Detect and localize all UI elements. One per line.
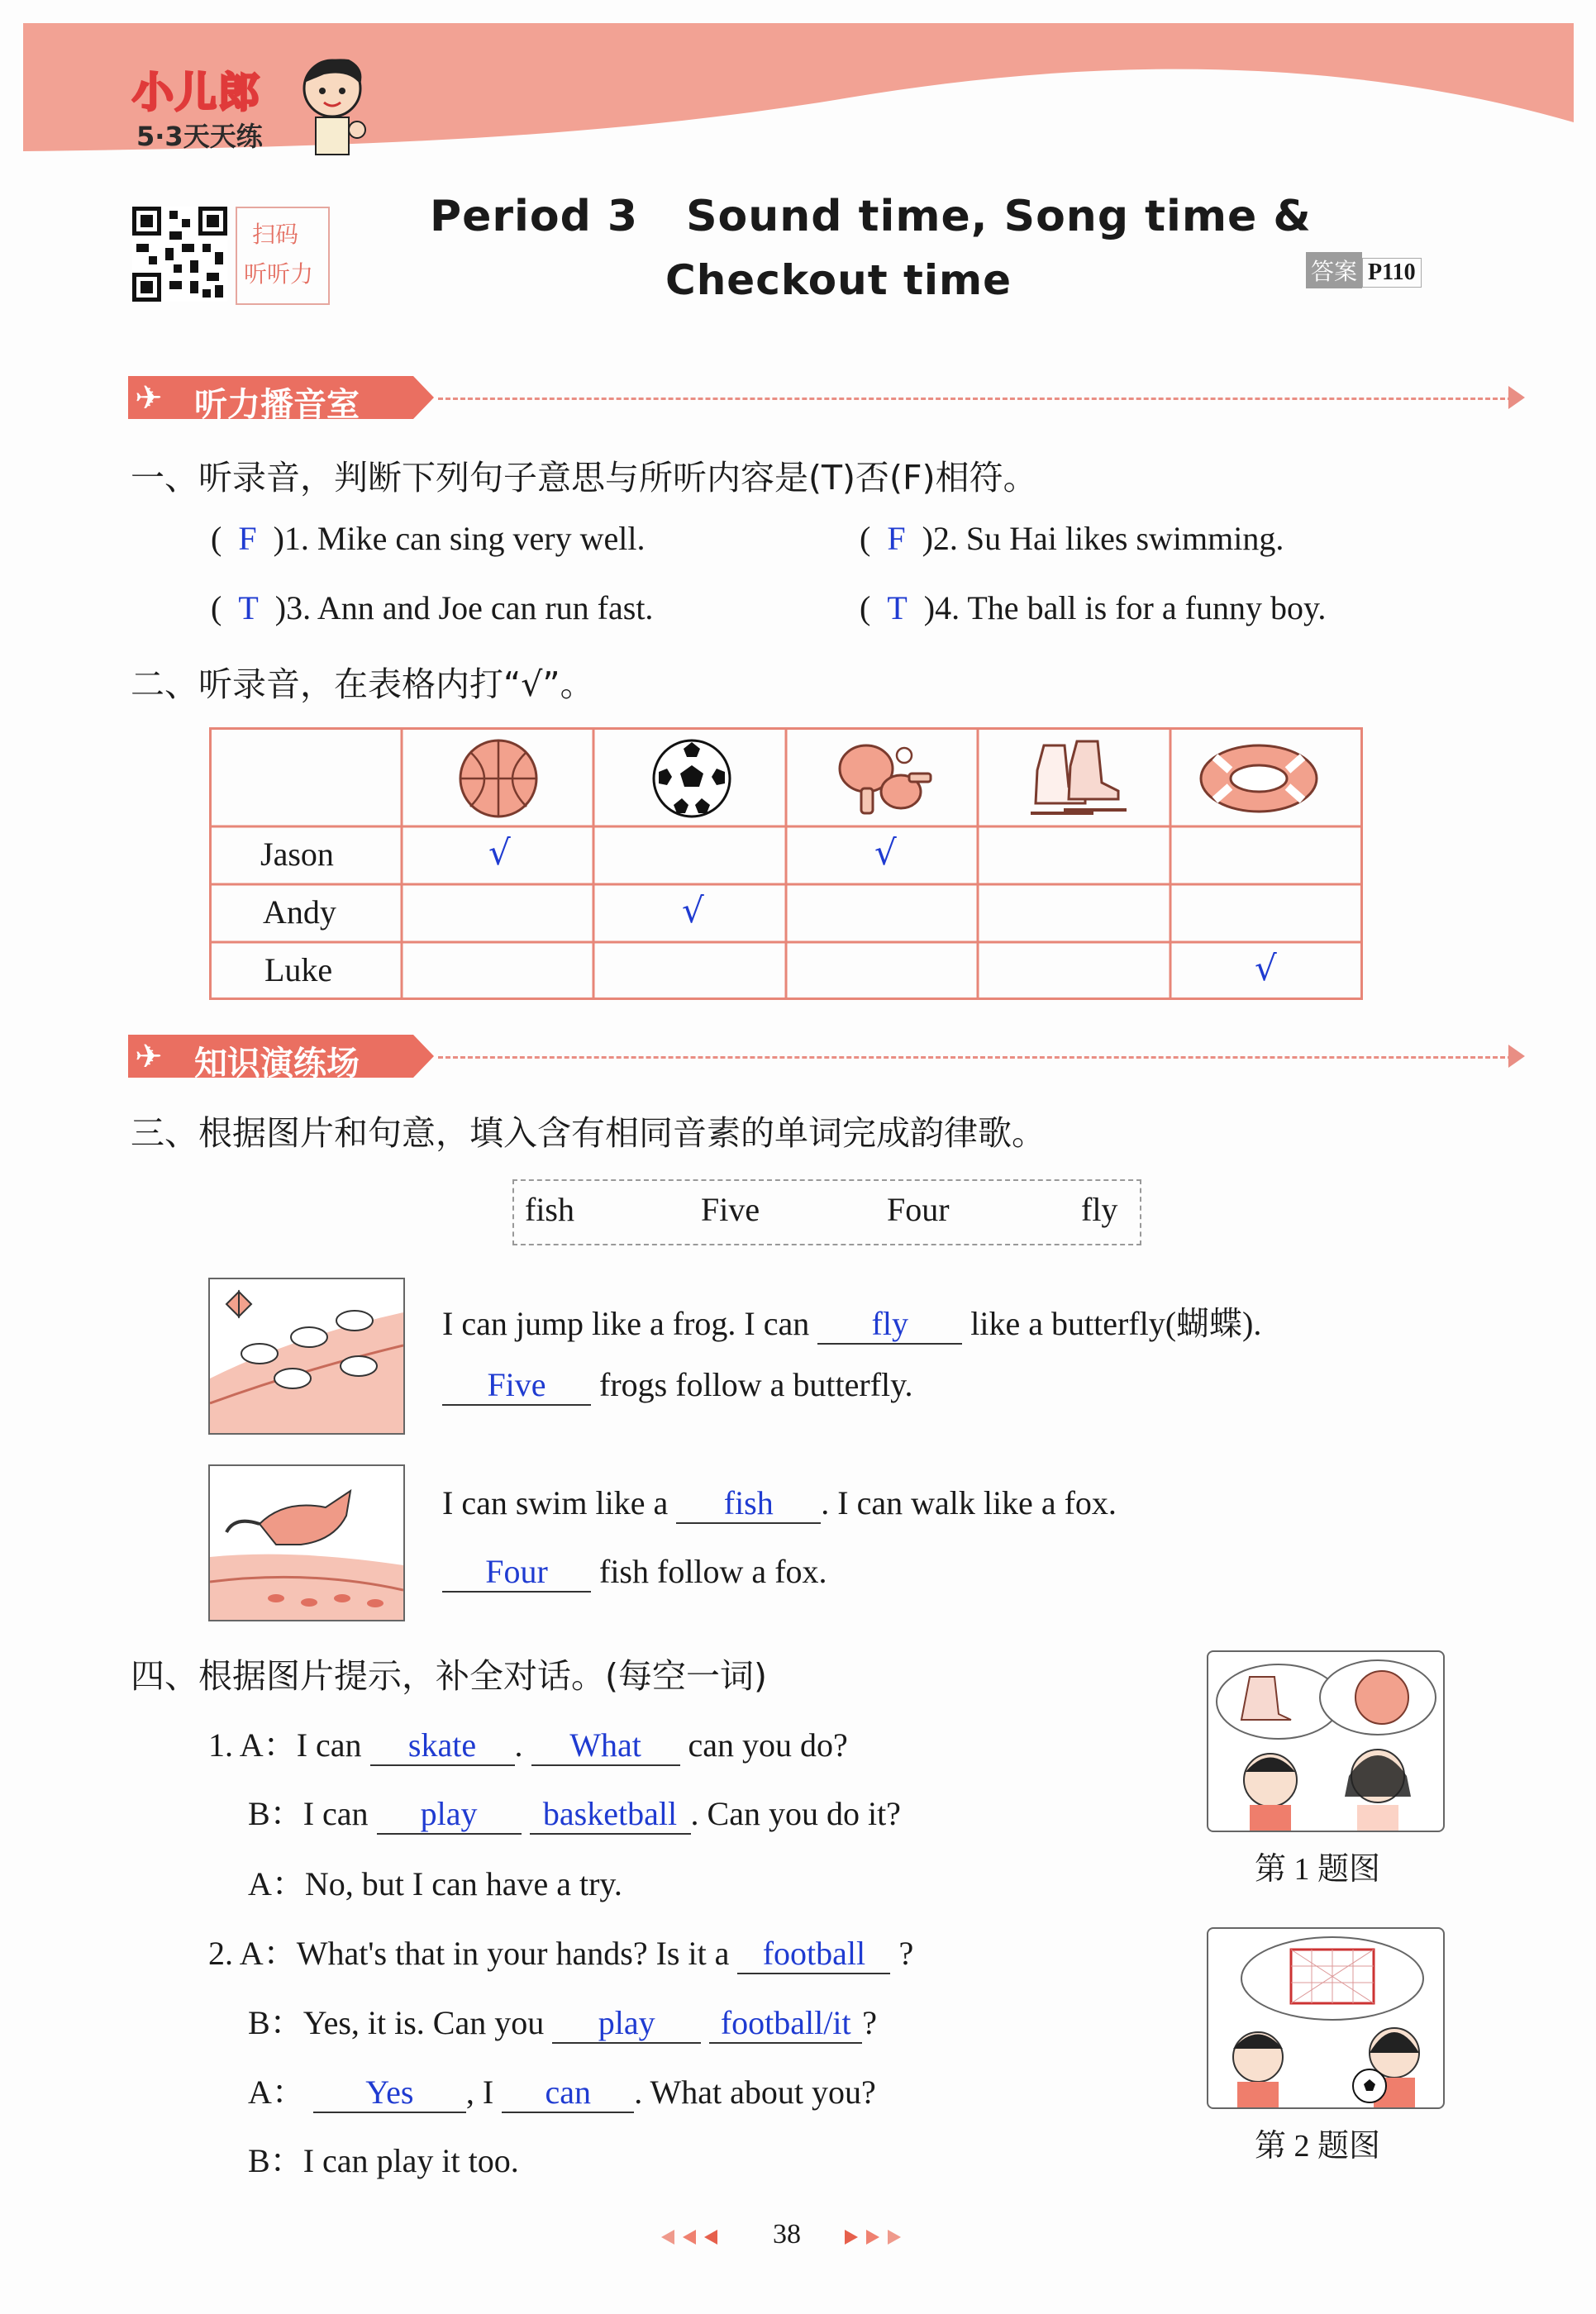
page-next-arrows-icon: [843, 2225, 917, 2250]
banner-title: 知识演练场: [194, 1045, 360, 1083]
q1-answer-3[interactable]: T: [238, 589, 259, 626]
lesson-title-line1: Sound time, Song time &: [686, 192, 1312, 241]
brand-logo: 小儿郎: [132, 69, 261, 117]
question-2-heading: 二、听录音，在表格内打“√”。: [131, 664, 594, 704]
answer-blank[interactable]: can: [502, 2073, 634, 2113]
arrow-right-icon: [1508, 386, 1525, 409]
mascot-boy-icon: [291, 51, 374, 159]
lesson-period: Period 3: [430, 192, 639, 241]
answer-reference: [1306, 252, 1422, 285]
question-3-heading: 三、根据图片和句意，填入含有相同音素的单词完成韵律歌。: [131, 1113, 1046, 1153]
picture-2-football: [1207, 1927, 1445, 2109]
ping-pong-icon: [833, 737, 932, 823]
basketball-icon: [455, 736, 541, 821]
word-bank-item: fly: [1081, 1191, 1118, 1228]
dialogue-1-a2: A：No, but I can have a try.: [248, 1865, 622, 1902]
frogs-butterfly-picture: [208, 1278, 405, 1435]
sports-tick-table: [209, 727, 1363, 1000]
question-4-heading: 四、根据图片提示，补全对话。(每空一词): [131, 1656, 767, 1696]
rhyme-1-line-2: Five frogs follow a butterfly.: [442, 1365, 913, 1406]
scan-label: 扫码: [252, 221, 299, 248]
brand-subtitle: 5·3天天练: [136, 121, 263, 152]
q1-item-4: ( T )4. The ball is for a funny boy.: [860, 589, 1327, 626]
word-bank-box: [512, 1179, 1141, 1245]
table-grid-lines: [209, 727, 1363, 1000]
dialogue-2-b2: B：I can play it too.: [248, 2142, 519, 2179]
tick-jason-basketball[interactable]: √: [488, 832, 511, 873]
dialogue-2-a2: A： Yes , I can . What about you?: [248, 2066, 876, 2113]
page-prev-arrows-icon: [661, 2225, 736, 2250]
arrow-right-icon: [1508, 1045, 1525, 1068]
tick-luke-swimming[interactable]: √: [1255, 948, 1277, 988]
row-name-andy: Andy: [263, 893, 336, 931]
answer-blank[interactable]: Yes: [313, 2073, 466, 2113]
answer-blank[interactable]: Four: [442, 1552, 591, 1593]
answer-label: 答案: [1306, 252, 1362, 288]
q1-answer-2[interactable]: F: [887, 520, 906, 557]
answer-blank[interactable]: football/it: [709, 2003, 862, 2044]
dialogue-2-b: B：Yes, it is. Can you play football/it ?: [248, 1997, 877, 2044]
word-bank-item: fish: [525, 1191, 574, 1228]
word-bank-item: Five: [701, 1191, 760, 1228]
answer-blank[interactable]: fly: [817, 1304, 962, 1345]
answer-blank[interactable]: play: [377, 1794, 522, 1835]
svg-text:✈: ✈: [135, 379, 163, 417]
q1-item-3: ( T )3. Ann and Joe can run fast.: [211, 589, 654, 626]
picture-1-skate-basketball: [1207, 1650, 1445, 1832]
picture-1-caption: 第 1 题图: [1255, 1852, 1381, 1887]
rhyme-2-line-1: I can swim like a fish . I can walk like a fox.: [442, 1483, 1117, 1524]
qr-code-icon[interactable]: [132, 207, 227, 302]
answer-blank[interactable]: play: [552, 2003, 701, 2044]
banner-divider: [438, 1056, 1513, 1059]
word-bank-item: Four: [887, 1191, 950, 1228]
picture-2-caption: 第 2 题图: [1255, 2129, 1381, 2164]
ice-skates-icon: [1019, 737, 1135, 820]
answer-blank[interactable]: skate: [370, 1726, 515, 1766]
answer-blank[interactable]: What: [531, 1726, 680, 1766]
rhyme-1-line-1: I can jump like a frog. I can fly like a butterfly(蝴蝶).: [442, 1297, 1261, 1345]
tick-jason-pingpong[interactable]: √: [874, 832, 897, 873]
answer-blank[interactable]: fish: [676, 1483, 821, 1524]
answer-blank[interactable]: Five: [442, 1365, 591, 1406]
lesson-title-line2: Checkout time: [665, 256, 1012, 304]
swim-ring-icon: [1197, 739, 1321, 818]
q1-item-1: ( F )1. Mike can sing very well.: [211, 520, 646, 557]
tick-andy-football[interactable]: √: [682, 890, 704, 931]
page-number: 38: [773, 2219, 801, 2250]
football-icon: [649, 736, 735, 821]
q1-answer-4[interactable]: T: [887, 589, 908, 626]
answer-blank[interactable]: basketball: [530, 1794, 691, 1835]
section-banner-practice: [128, 1035, 1533, 1083]
rhyme-2-line-2: Four fish follow a fox.: [442, 1552, 827, 1593]
lesson-title: [430, 192, 1312, 241]
banner-divider: [438, 398, 1513, 400]
answer-blank[interactable]: football: [737, 1934, 890, 1974]
question-1-heading: 一、听录音，判断下列句子意思与所听内容是(T)否(F)相符。: [131, 458, 1037, 498]
row-name-jason: Jason: [260, 836, 334, 873]
listen-label: 听听力: [244, 260, 314, 288]
dialogue-1-a: 1. A：I can skate . What can you do?: [208, 1719, 848, 1766]
q1-answer-1[interactable]: F: [238, 520, 257, 557]
svg-text:✈: ✈: [135, 1038, 163, 1076]
row-name-luke: Luke: [264, 951, 333, 988]
dialogue-1-b: B：I can play basketball . Can you do it?: [248, 1788, 901, 1835]
answer-page: P110: [1362, 258, 1422, 288]
dialogue-2-a: 2. A：What's that in your hands? Is it a football ?: [208, 1927, 913, 1974]
q1-item-2: ( F )2. Su Hai likes swimming.: [860, 520, 1284, 557]
section-banner-listening: [128, 376, 1533, 424]
fox-fish-picture: [208, 1464, 405, 1621]
banner-title: 听力播音室: [194, 386, 360, 424]
